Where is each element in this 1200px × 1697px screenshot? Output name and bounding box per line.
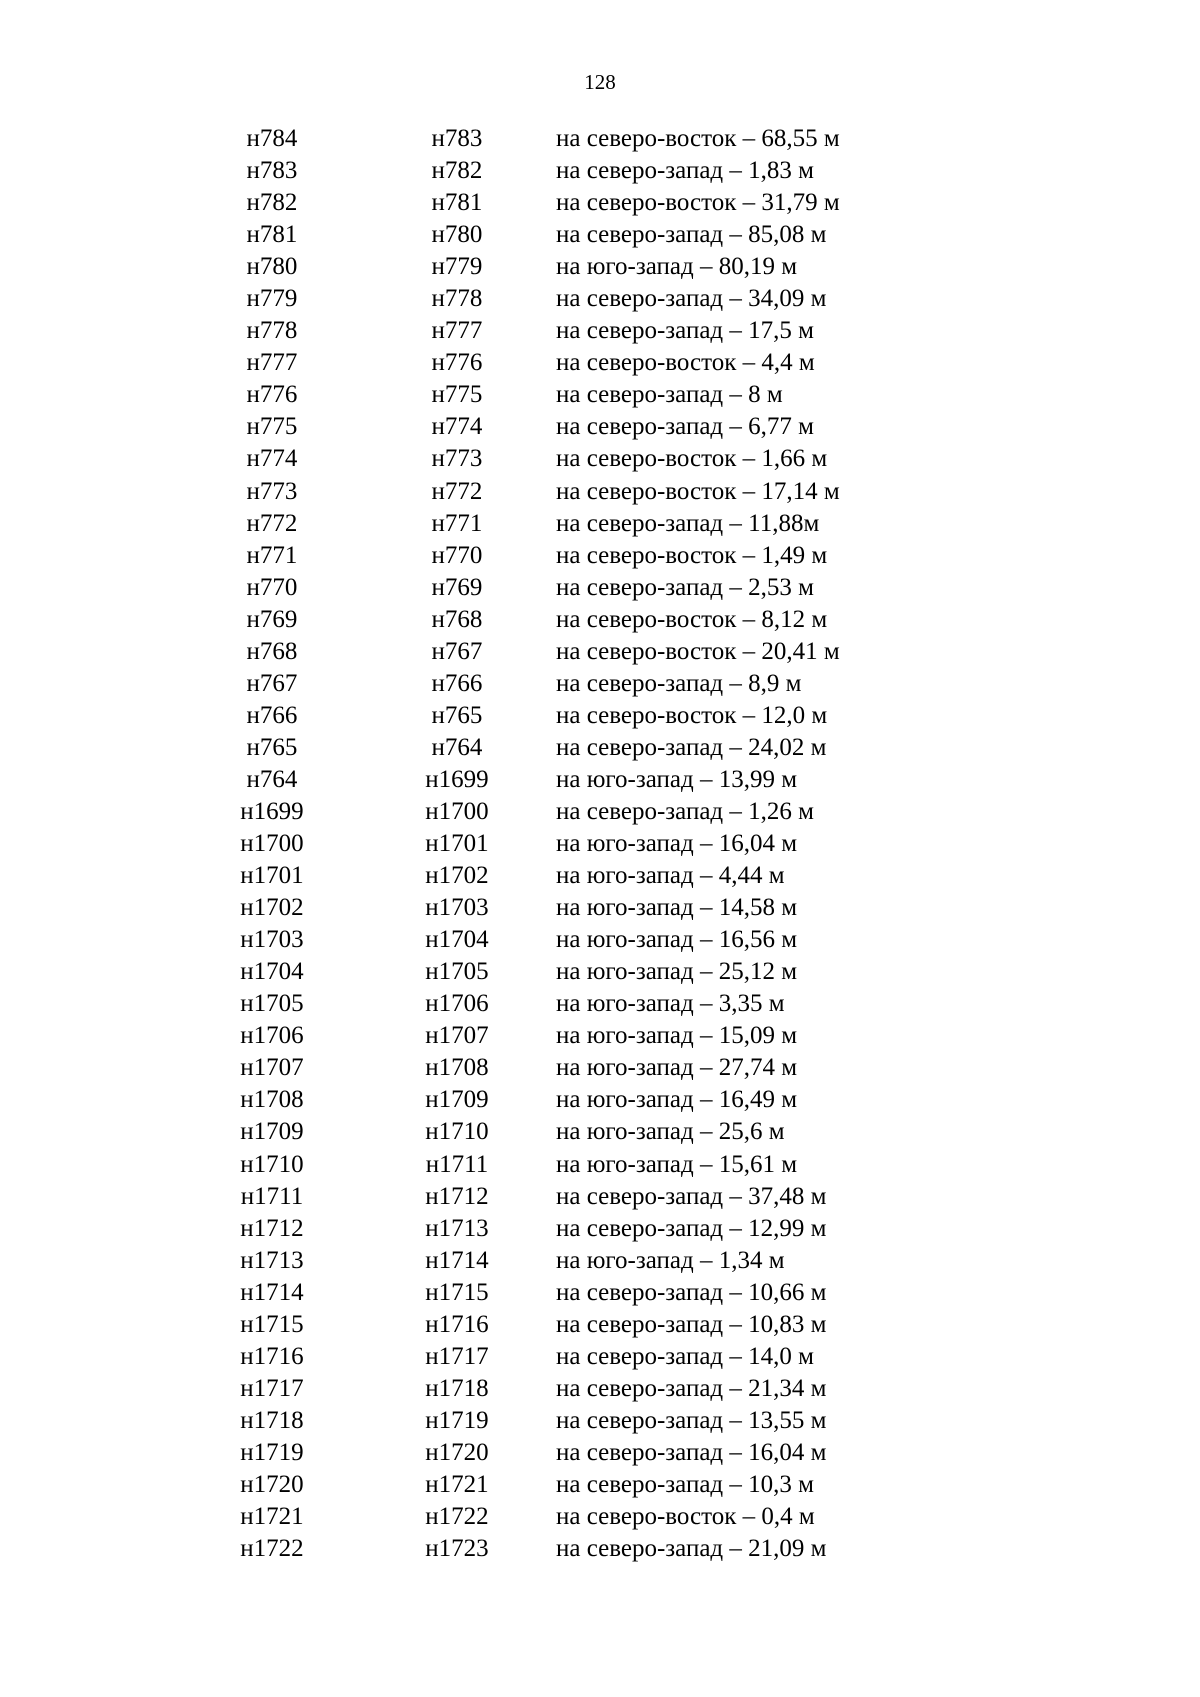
point-from: н769: [246, 605, 298, 633]
direction-distance: на юго-запад – 25,6 м: [556, 1118, 785, 1146]
point-to: н1706: [425, 990, 489, 1018]
direction-distance: на северо-восток – 1,49 м: [556, 541, 828, 569]
point-to: н1715: [425, 1278, 489, 1306]
point-from: н1714: [240, 1278, 304, 1306]
direction-distance: на юго-запад – 14,58 м: [556, 894, 798, 922]
direction-distance: на северо-восток – 12,0 м: [556, 701, 828, 729]
table-row: [0, 892, 1200, 924]
point-to: н1714: [425, 1246, 489, 1274]
table-row: [0, 860, 1200, 892]
table-row: [0, 572, 1200, 604]
direction-distance: на юго-запад – 16,56 м: [556, 926, 798, 954]
direction-distance: на юго-запад – 27,74 м: [556, 1054, 798, 1082]
direction-distance: на северо-запад – 34,09 м: [556, 285, 827, 313]
direction-distance: на северо-восток – 4,4 м: [556, 349, 815, 377]
table-row: [0, 668, 1200, 700]
point-from: н768: [246, 637, 298, 665]
point-from: н770: [246, 573, 298, 601]
table-row: [0, 283, 1200, 315]
direction-distance: на северо-восток – 0,4 м: [556, 1503, 815, 1531]
point-from: н766: [246, 701, 298, 729]
table-row: [0, 1277, 1200, 1309]
point-to: н776: [431, 349, 483, 377]
point-from: н1702: [240, 894, 304, 922]
point-from: н783: [246, 157, 298, 185]
table-row: [0, 1373, 1200, 1405]
point-to: н783: [431, 125, 483, 152]
point-to: н1723: [425, 1535, 489, 1563]
point-to: н1702: [425, 862, 489, 890]
table-row: [0, 1052, 1200, 1084]
point-to: н1705: [425, 958, 489, 986]
point-from: н1718: [240, 1406, 304, 1434]
table-row: [0, 1116, 1200, 1148]
direction-distance: на северо-запад – 8,9 м: [556, 669, 802, 697]
page-number: 128: [584, 70, 616, 94]
point-from: н1715: [240, 1310, 304, 1338]
point-from: н1703: [240, 926, 304, 954]
point-from: н781: [246, 221, 298, 249]
point-from: н1701: [240, 862, 304, 890]
direction-distance: на северо-запад – 1,83 м: [556, 157, 814, 185]
direction-distance: на юго-запад – 15,61 м: [556, 1150, 798, 1178]
table-row: [0, 956, 1200, 988]
table-row: [0, 1181, 1200, 1213]
table-row: [0, 1309, 1200, 1341]
direction-distance: на северо-запад – 14,0 м: [556, 1342, 814, 1370]
point-to: н1717: [425, 1342, 489, 1370]
table-row: [0, 988, 1200, 1020]
point-to: н771: [431, 509, 483, 537]
table-row: [0, 443, 1200, 475]
direction-distance: на юго-запад – 1,34 м: [556, 1246, 785, 1274]
point-from: н1706: [240, 1022, 304, 1050]
table-row: [0, 219, 1200, 251]
point-from: н1717: [240, 1374, 304, 1402]
direction-distance: на северо-запад – 2,53 м: [556, 573, 814, 601]
point-to: н1708: [425, 1054, 489, 1082]
point-from: н1721: [240, 1503, 304, 1531]
table-row: [0, 604, 1200, 636]
point-from: н1700: [240, 830, 304, 858]
table-row: [0, 732, 1200, 764]
table-row: [0, 540, 1200, 572]
point-from: н784: [246, 125, 298, 152]
table-row: [0, 1469, 1200, 1501]
point-from: н776: [246, 381, 298, 409]
direction-distance: на северо-запад – 12,99 м: [556, 1214, 827, 1242]
point-to: н768: [431, 605, 483, 633]
table-row: [0, 155, 1200, 187]
direction-distance: на северо-восток – 1,66 м: [556, 445, 828, 473]
direction-distance: на юго-запад – 3,35 м: [556, 990, 785, 1018]
point-to: н1718: [425, 1374, 489, 1402]
table-row: [0, 315, 1200, 347]
table-row: [0, 187, 1200, 219]
point-from: н1705: [240, 990, 304, 1018]
point-to: н1700: [425, 797, 489, 825]
point-to: н1711: [425, 1150, 489, 1178]
table-row: [0, 1213, 1200, 1245]
point-to: н774: [431, 413, 483, 441]
point-from: н772: [246, 509, 298, 537]
table-row: [0, 1149, 1200, 1181]
direction-distance: на северо-запад – 16,04 м: [556, 1438, 827, 1466]
table-row: [0, 347, 1200, 379]
table-row: [0, 476, 1200, 508]
direction-distance: на юго-запад – 15,09 м: [556, 1022, 798, 1050]
table-row: [0, 764, 1200, 796]
direction-distance: на юго-запад – 16,04 м: [556, 830, 798, 858]
point-from: н1709: [240, 1118, 304, 1146]
table-row: [0, 251, 1200, 283]
direction-distance: на северо-запад – 8 м: [556, 381, 783, 409]
direction-distance: на северо-восток – 20,41 м: [556, 637, 840, 665]
table-row: [0, 924, 1200, 956]
point-to: н1707: [425, 1022, 489, 1050]
point-from: н780: [246, 253, 298, 281]
table-row: [0, 1245, 1200, 1277]
direction-distance: на северо-запад – 21,09 м: [556, 1535, 827, 1563]
table-row: [0, 796, 1200, 828]
table-row: [0, 411, 1200, 443]
boundary-table: [0, 123, 1200, 1565]
point-to: н778: [431, 285, 483, 313]
point-to: н767: [431, 637, 483, 665]
point-from: н764: [246, 765, 298, 793]
direction-distance: на северо-запад – 11,88м: [556, 509, 820, 537]
direction-distance: на северо-запад – 13,55 м: [556, 1406, 827, 1434]
direction-distance: на северо-запад – 85,08 м: [556, 221, 827, 249]
point-to: н766: [431, 669, 483, 697]
point-from: н1716: [240, 1342, 304, 1370]
point-to: н1703: [425, 894, 489, 922]
direction-distance: на северо-запад – 10,83 м: [556, 1310, 827, 1338]
table-row: [0, 1341, 1200, 1373]
point-to: н1701: [425, 830, 489, 858]
point-from: н1720: [240, 1470, 304, 1498]
table-row: [0, 700, 1200, 732]
point-to: н1719: [425, 1406, 489, 1434]
table-row: [0, 1501, 1200, 1533]
table-row: [0, 1084, 1200, 1116]
direction-distance: на северо-запад – 17,5 м: [556, 317, 814, 345]
point-to: н1709: [425, 1086, 489, 1114]
direction-distance: на северо-запад – 6,77 м: [556, 413, 814, 441]
table-row: [0, 123, 1200, 155]
direction-distance: на северо-запад – 21,34 м: [556, 1374, 827, 1402]
point-to: н1712: [425, 1182, 489, 1210]
direction-distance: на северо-запад – 24,02 м: [556, 733, 827, 761]
direction-distance: на северо-восток – 8,12 м: [556, 605, 828, 633]
point-to: н779: [431, 253, 483, 281]
point-from: н1712: [240, 1214, 304, 1242]
point-to: н769: [431, 573, 483, 601]
point-to: н781: [431, 189, 483, 217]
point-from: н1711: [240, 1182, 304, 1210]
table-row: [0, 1533, 1200, 1565]
direction-distance: на юго-запад – 80,19 м: [556, 253, 798, 281]
direction-distance: на северо-запад – 10,66 м: [556, 1278, 827, 1306]
table-row: [0, 1020, 1200, 1052]
direction-distance: на северо-запад – 37,48 м: [556, 1182, 827, 1210]
point-from: н1722: [240, 1535, 304, 1563]
table-row: [0, 1437, 1200, 1469]
table-row: [0, 508, 1200, 540]
point-to: н765: [431, 701, 483, 729]
point-to: н1720: [425, 1438, 489, 1466]
direction-distance: на северо-запад – 10,3 м: [556, 1470, 814, 1498]
direction-distance: на юго-запад – 25,12 м: [556, 958, 798, 986]
table-row: [0, 379, 1200, 411]
point-from: н765: [246, 733, 298, 761]
point-from: н1710: [240, 1150, 304, 1178]
point-from: н775: [246, 413, 298, 441]
point-to: н770: [431, 541, 483, 569]
point-to: н777: [431, 317, 483, 345]
point-from: н1713: [240, 1246, 304, 1274]
direction-distance: на северо-восток – 68,55 м: [556, 125, 840, 152]
point-to: н1716: [425, 1310, 489, 1338]
point-to: н1713: [425, 1214, 489, 1242]
point-to: н1710: [425, 1118, 489, 1146]
point-to: н764: [431, 733, 483, 761]
point-to: н1704: [425, 926, 489, 954]
point-to: н775: [431, 381, 483, 409]
point-to: н773: [431, 445, 483, 473]
table-row: [0, 1405, 1200, 1437]
point-from: н1719: [240, 1438, 304, 1466]
point-from: н777: [246, 349, 298, 377]
direction-distance: на северо-восток – 17,14 м: [556, 477, 840, 505]
point-to: н1722: [425, 1503, 489, 1531]
point-from: н773: [246, 477, 298, 505]
point-to: н782: [431, 157, 483, 185]
table-row: [0, 636, 1200, 668]
point-to: н1721: [425, 1470, 489, 1498]
direction-distance: на юго-запад – 13,99 м: [556, 765, 798, 793]
direction-distance: на северо-восток – 31,79 м: [556, 189, 840, 217]
point-from: н771: [246, 541, 298, 569]
direction-distance: на юго-запад – 16,49 м: [556, 1086, 798, 1114]
point-from: н782: [246, 189, 298, 217]
point-from: н778: [246, 317, 298, 345]
point-to: н1699: [425, 765, 489, 793]
point-to: н772: [431, 477, 483, 505]
point-from: н774: [246, 445, 298, 473]
point-from: н1699: [240, 797, 304, 825]
point-from: н767: [246, 669, 298, 697]
direction-distance: на юго-запад – 4,44 м: [556, 862, 785, 890]
point-to: н780: [431, 221, 483, 249]
point-from: н779: [246, 285, 298, 313]
direction-distance: на северо-запад – 1,26 м: [556, 797, 814, 825]
point-from: н1707: [240, 1054, 304, 1082]
table-row: [0, 828, 1200, 860]
point-from: н1704: [240, 958, 304, 986]
point-from: н1708: [240, 1086, 304, 1114]
